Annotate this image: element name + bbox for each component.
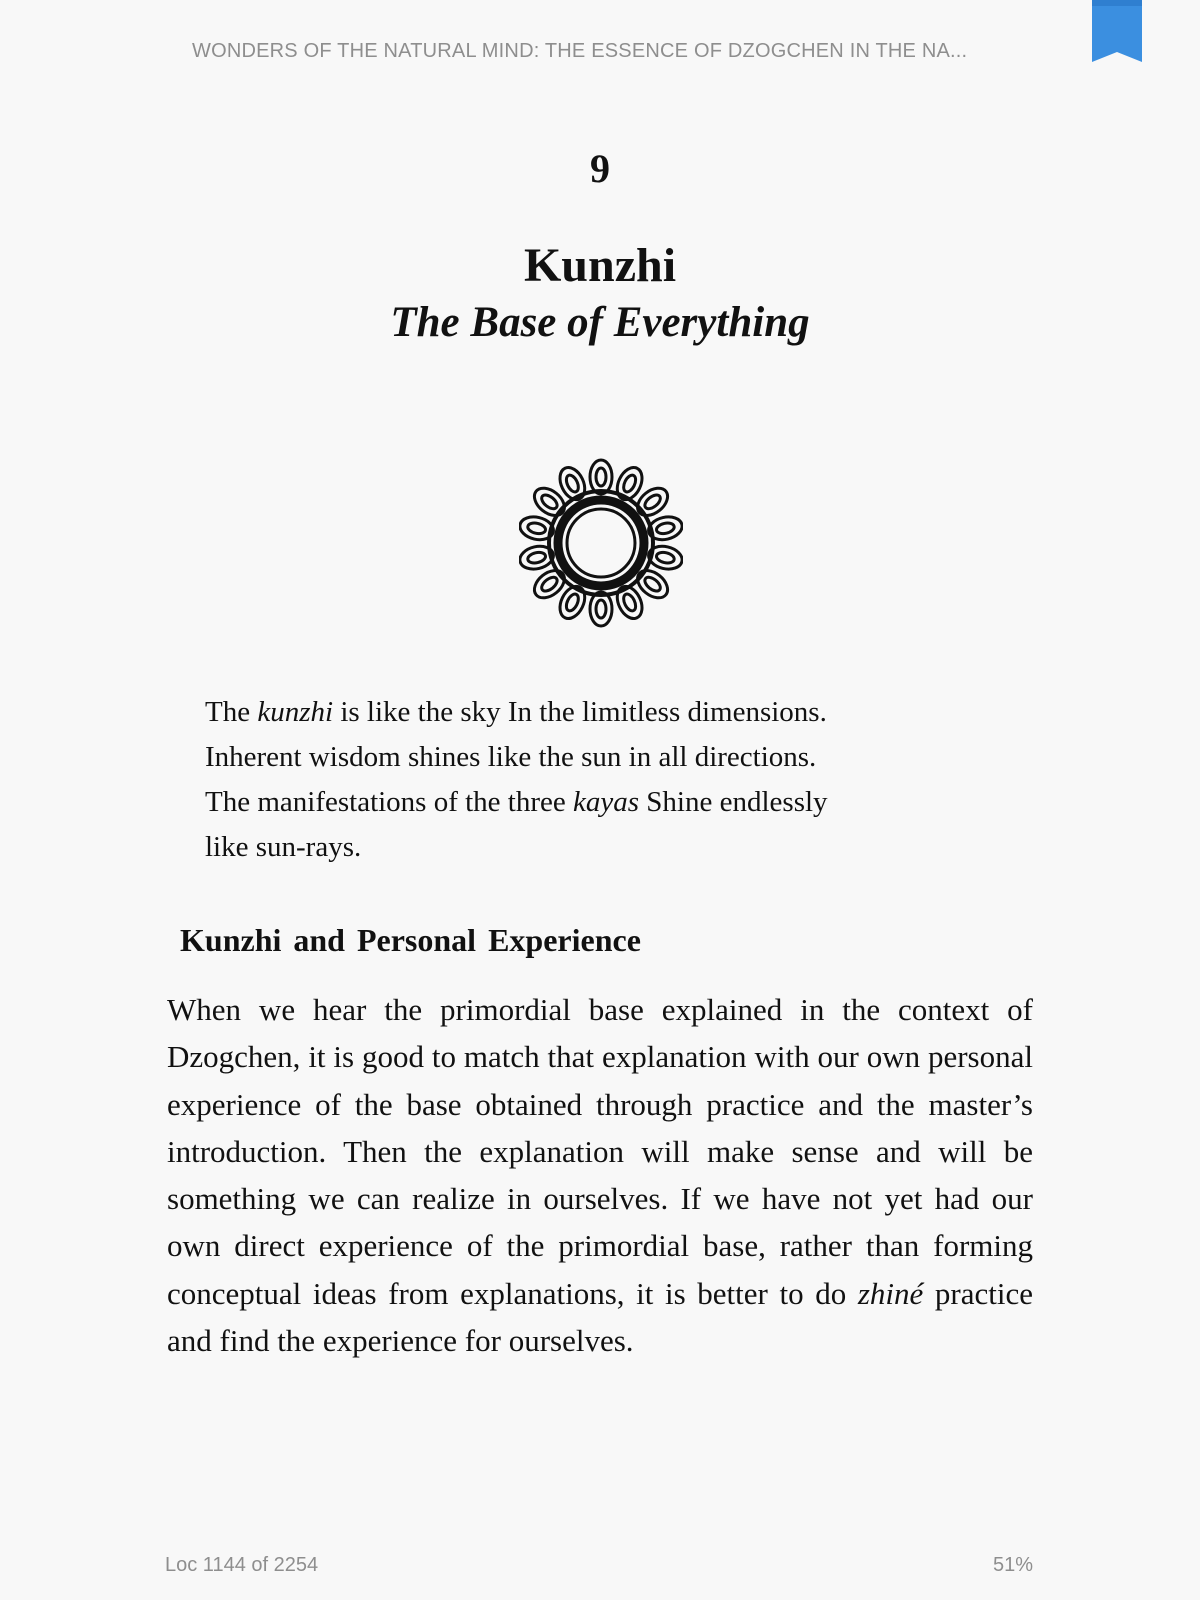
epigraph-line: Inherent wisdom shines like the sun in all directions. xyxy=(205,741,817,773)
chapter-title: Kunzhi xyxy=(523,239,677,292)
epigraph-line: The manifestations of the three kayas Shine endlessly xyxy=(205,786,828,818)
running-header-book-title[interactable]: WONDERS OF THE NATURAL MIND: THE ESSENCE OF DZOGCHEN IN THE NA... xyxy=(192,40,968,62)
epigraph-line: The kunzhi is like the sky In the limitless dimensions. xyxy=(205,696,827,728)
epigraph-line: like sun-rays. xyxy=(205,831,362,863)
reading-progress-percent[interactable]: 51% xyxy=(992,1554,1033,1576)
location-indicator[interactable]: Loc 1144 of 2254 xyxy=(165,1554,319,1576)
body-paragraph: When we hear the primordial base explained in the context of Dzogchen, it is good to match that explanation with our own personal experience of the base obtained through practice and the master’s introduction. Then the explanation will make sense and will be something we can realize in ourselves. If we have not yet had our own direct experience of the primordial base, rather than forming conceptual ideas from explanations, it is better to do zhiné practice and find the experience for ourselves. xyxy=(167,992,1033,1359)
chapter-number: 9 xyxy=(590,146,610,191)
lotus-circle-ornament-icon xyxy=(519,456,683,630)
bookmark-icon[interactable] xyxy=(1092,0,1142,62)
section-heading: Kunzhi and Personal Experience xyxy=(180,922,641,958)
chapter-subtitle: The Base of Everything xyxy=(390,299,810,346)
epigraph xyxy=(205,690,945,870)
